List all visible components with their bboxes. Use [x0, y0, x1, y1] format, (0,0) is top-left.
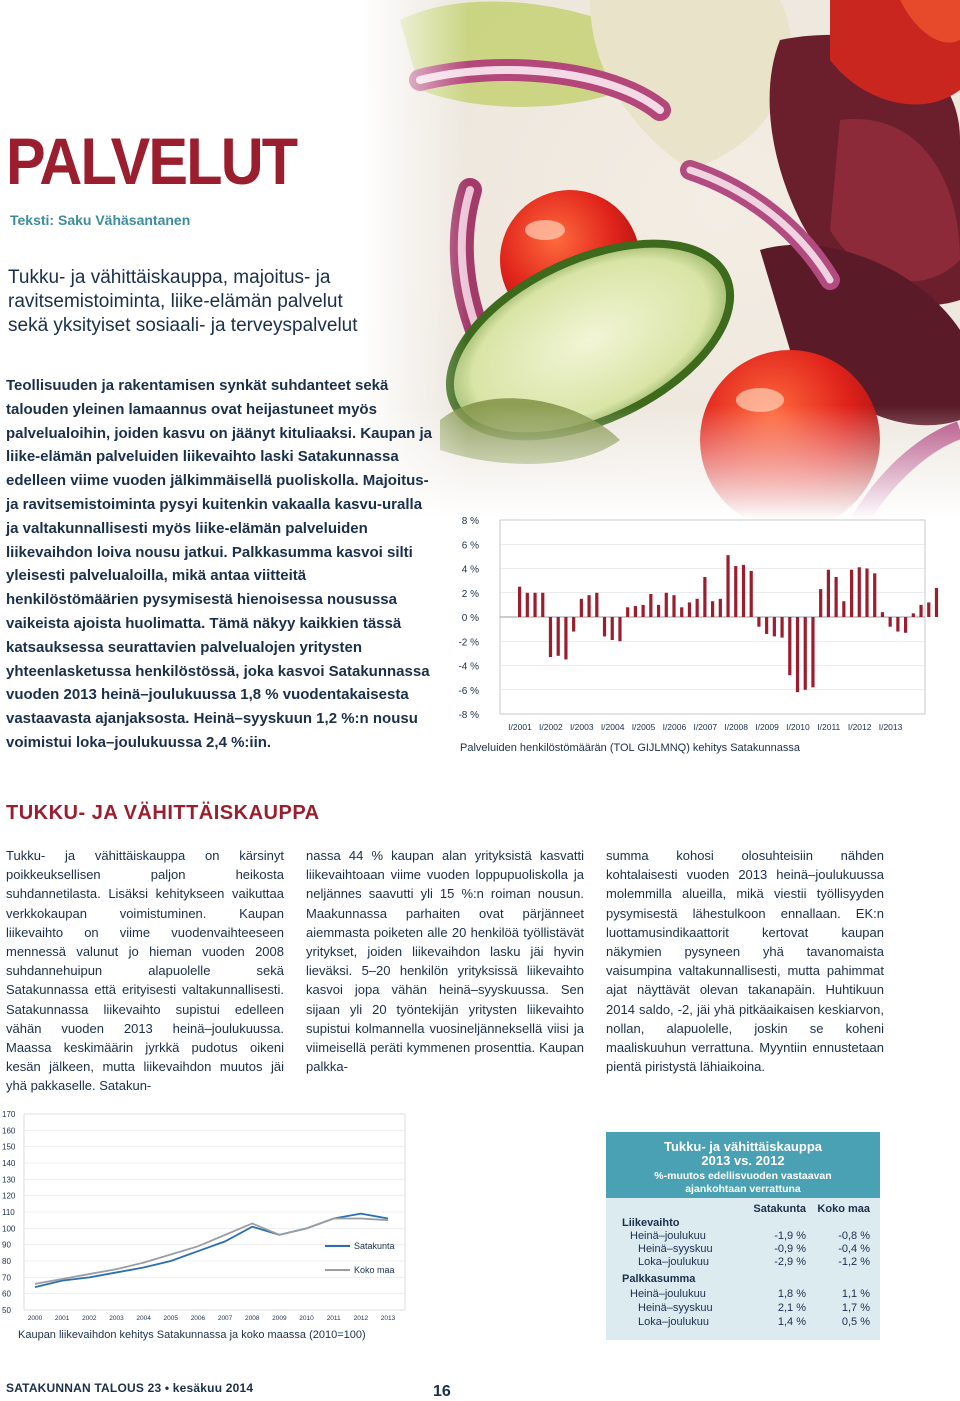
y-tick-label: -2 % — [458, 637, 479, 649]
y-tick-label: 70 — [2, 1273, 11, 1283]
y-tick-label: 8 % — [461, 516, 479, 527]
x-tick-label: I/2004 — [600, 722, 625, 732]
bar — [618, 617, 621, 641]
y-tick-label: -6 % — [458, 685, 479, 697]
row-label: Heinä–joulukuu — [630, 1230, 706, 1242]
cell-koko-maa: 1,7 % — [841, 1302, 870, 1314]
bar — [865, 569, 868, 618]
y-tick-label: -8 % — [458, 710, 479, 721]
bar — [603, 617, 606, 636]
bar — [564, 617, 567, 659]
row-group-label: Liikevaihto — [622, 1217, 680, 1229]
x-tick-label: 2002 — [82, 1315, 97, 1322]
y-tick-label: 50 — [2, 1306, 11, 1315]
table-row — [606, 1229, 880, 1243]
bar — [541, 593, 544, 617]
bar — [750, 571, 753, 617]
bar — [757, 617, 760, 627]
bar — [796, 617, 799, 692]
y-tick-label: 4 % — [461, 564, 479, 576]
table-row — [606, 1301, 880, 1315]
table-row — [606, 1272, 880, 1286]
table-subtitle-line-1: %-muutos edellisvuoden vastaavan — [654, 1170, 832, 1182]
x-tick-label: 2005 — [163, 1315, 179, 1322]
table-body — [606, 1198, 880, 1340]
legend-label-koko-maa: Koko maa — [354, 1265, 395, 1275]
bar — [649, 594, 652, 617]
line-chart-svg — [0, 1108, 410, 1344]
bar — [688, 602, 691, 617]
bar — [665, 593, 668, 617]
bar — [811, 617, 814, 687]
bar — [858, 567, 861, 617]
bar — [549, 617, 552, 657]
x-tick-label: I/2009 — [755, 722, 779, 732]
bar — [788, 617, 791, 675]
bar — [672, 595, 675, 617]
cell-satakunta: 2,1 % — [777, 1302, 806, 1314]
x-tick-label: I/2002 — [539, 722, 563, 732]
y-tick-label: 130 — [2, 1175, 16, 1185]
x-tick-label: 2012 — [353, 1315, 369, 1322]
y-tick-label: 6 % — [461, 540, 479, 552]
bar — [703, 577, 706, 617]
x-tick-label: I/2011 — [817, 722, 841, 732]
bar — [765, 617, 768, 634]
bar — [919, 605, 922, 617]
bar — [642, 605, 645, 617]
bar — [719, 599, 722, 617]
bar — [572, 617, 575, 632]
cell-koko-maa: -1,2 % — [838, 1256, 870, 1268]
bar — [626, 607, 629, 617]
cell-satakunta: -2,9 % — [774, 1256, 806, 1268]
table-row — [606, 1242, 880, 1256]
table-title-years: 2013 vs. 2012 — [701, 1153, 785, 1168]
row-group-label: Palkkasumma — [622, 1273, 696, 1285]
x-tick-label: 2000 — [27, 1315, 43, 1322]
cell-satakunta: -0,9 % — [774, 1243, 806, 1255]
bar — [780, 617, 783, 638]
y-tick-label: 110 — [2, 1208, 15, 1217]
bar — [850, 570, 853, 617]
bar — [927, 602, 930, 617]
bar — [842, 601, 845, 617]
bar-chart-caption: Palveluiden henkilöstömäärän (TOL GIJLMNQ) kehitys Satakunnassa — [460, 742, 800, 754]
bar — [557, 617, 560, 656]
cell-koko-maa: -0,8 % — [838, 1230, 870, 1242]
x-tick-label: I/2005 — [631, 722, 656, 732]
bar — [680, 607, 683, 617]
bar — [773, 617, 776, 636]
bar — [827, 570, 830, 617]
cell-satakunta: 1,8 % — [777, 1288, 806, 1300]
y-tick-label: 150 — [2, 1142, 16, 1152]
bar — [912, 613, 915, 617]
bar — [518, 587, 521, 617]
y-tick-label: 120 — [2, 1191, 16, 1201]
y-tick-label: 140 — [2, 1159, 16, 1168]
bar — [587, 595, 590, 617]
bar — [595, 593, 598, 617]
cell-satakunta: -1,9 % — [774, 1230, 806, 1242]
x-tick-label: 2010 — [299, 1315, 314, 1322]
column-header-satakunta: Satakunta — [753, 1203, 806, 1215]
y-tick-label: 100 — [2, 1224, 16, 1234]
bar — [657, 605, 660, 617]
body-column-1: Tukku- ja vähittäiskauppa on kärsinyt poikkeuksellisen paljon heikosta suhdannetilasta. Lisäksi kehitykseen vaikuttaa verkkokaupan voimistuminen. Kaupan liikevaihto on viime vuodenvaihteeseen mennessä valunut jo hieman vuoden 2008 suhdannehuipun alapuolelle sekä Satakunnassa että erityisesti valtakunnallisesti. Satakunnassa liikevaihto supistui edelleen vähän vuoden 2013 heinä–joulukuussa. Maassa keskimäärin jyrkkä pudotus oikeni kesän jälkeen, mutta liikevaihdon muutos jäi yhä pakkaselle. Satakun- — [6, 848, 284, 1094]
column-header-koko-maa: Koko maa — [817, 1203, 870, 1215]
x-tick-label: I/2012 — [847, 722, 872, 732]
row-label: Loka–joulukuu — [638, 1316, 709, 1328]
bar — [742, 565, 745, 617]
x-tick-label: 2001 — [54, 1315, 70, 1322]
x-tick-label: 2004 — [136, 1315, 151, 1322]
bar — [835, 577, 838, 617]
bar — [804, 617, 807, 690]
y-tick-label: 170 — [2, 1110, 16, 1119]
turnover-line-chart — [0, 1108, 410, 1344]
bar — [634, 606, 637, 617]
x-tick-label: 2008 — [244, 1315, 260, 1322]
bar — [611, 617, 614, 640]
table-header — [606, 1132, 880, 1198]
legend-label-satakunta: Satakunta — [354, 1241, 395, 1251]
bar — [873, 573, 876, 617]
bar — [711, 601, 714, 617]
y-tick-label: 2 % — [461, 588, 479, 600]
table-row — [606, 1216, 880, 1230]
y-tick-label: 0 % — [461, 613, 479, 624]
employment-bar-chart — [455, 508, 960, 764]
bar — [726, 555, 729, 617]
x-tick-label: I/2007 — [693, 722, 718, 732]
x-tick-label: 2009 — [272, 1315, 287, 1322]
table-row — [606, 1315, 880, 1329]
body-column-2: nassa 44 % kaupan alan yrityksistä kasvatti liikevaihtoaan viime vuoden loppupuoliskolla ja neljännes saavutti yli 15 %:n roiman nousun. Maakunnassa parhaiten ovat pärjänneet aiemmasta poiketen alle 20 henkilöä työllistävät yritykset, joiden liikevaihdon lasku jäi hyvin lieväksi. 5–20 henkilön yrityksissä liikevaihto kasvoi jopa vähän heinä–syyskuussa. Sen sijaan yli 20 työntekijän yritysten liikevaihto supistui kolmannella vuosineljänneksellä viisi ja viimeisellä peräti kymmenen prosenttia. Kaupan palkka- — [306, 848, 584, 1075]
x-tick-label: 2003 — [109, 1315, 124, 1322]
row-label: Heinä–syyskuu — [638, 1243, 713, 1255]
row-label: Loka–joulukuu — [638, 1256, 709, 1268]
lead-paragraph: Teollisuuden ja rakentamisen synkät suhdanteet sekä talouden yleinen lamaannus ovat heijastuneet myös palvelualoihin, joiden kasvu on jäänyt kituliaaksi. Kaupan ja liike-elämän palveluiden liikevaihto laski Satakunnassa edelleen viime vuoden jälkimmäisellä puoliskolla. Majoitus- ja ravitsemistoiminta pysyi kuitenkin vakaalla kasvu-uralla ja valtakunnallisesti myös liike-elämän palveluiden liikevaihdon loiva nousu jatkui. Palkkasumma kasvoi silti yleisesti palvelualoilla, mikä antaa viitteitä henkilöstömäärien pysymisestä hienoisessa nousussa vaikeista ajoista huolimatta. Tämä näkyy kaikkien tässä katsauksessa seurattavien palvelualojen yritysten yhteenlasketussa henkilöstössä, joka kasvoi Satakunnassa vuoden 2013 heinä–joulukuussa 1,8 % vuodentakaisesta vastaavasta ajanjaksosta. Heinä–syyskuun 1,2 %:n nousu voimistui loka–joulukuussa 2,4 %:iin. — [6, 377, 432, 751]
x-tick-label: 2011 — [326, 1315, 341, 1322]
x-tick-label: I/2010 — [786, 722, 810, 732]
table-row — [606, 1255, 880, 1269]
bar — [819, 589, 822, 617]
bar — [526, 593, 529, 617]
y-tick-label: 160 — [2, 1126, 16, 1136]
x-tick-label: I/2013 — [878, 722, 903, 732]
y-tick-label: 60 — [2, 1289, 11, 1299]
page-subtitle: Tukku- ja vähittäiskauppa, majoitus- ja ravitsemistoiminta, liike-elämän palvelut sekä yksityiset sosiaali- ja terveyspalvelut — [8, 267, 358, 336]
bar — [734, 566, 737, 617]
trade-change-table — [606, 1132, 880, 1340]
table-row — [606, 1287, 880, 1301]
y-tick-label: -4 % — [458, 661, 479, 673]
x-tick-label: 2007 — [217, 1315, 233, 1322]
bar — [533, 593, 536, 617]
x-tick-label: I/2003 — [569, 722, 594, 732]
x-tick-label: I/2008 — [724, 722, 748, 732]
table-subtitle-line-2: ajankohtaan verrattuna — [685, 1183, 801, 1195]
bar — [696, 599, 699, 617]
body-column-3: summa kohosi olosuhteisiin nähden kohtalaisesti vuoden 2013 heinä–joulukuussa molemmilla alueilla, mikä viestii työllisyyden pysymisestä lähestulkoon ennallaan. EK:n luottamusindikaattorit kertovat kaupan näkymien pysyneen yhä tavanomaista vaisumpina valtakunnallisesti, mutta pahimmat ajat näyttävät olevan takanapäin. Huhtikuun 2014 saldo, -2, jäi yhä pitkäaikaisen keskiarvon, nollan, alapuolelle, joskin se koheni maaliskuuhun verrattuna. Myyntiin ennustetaan pientä piristystä lähiaikoina. — [606, 848, 884, 1075]
line-chart-caption: Kaupan liikevaihdon kehitys Satakunnassa ja koko maassa (2010=100) — [18, 1329, 366, 1341]
table-column-headers — [606, 1202, 880, 1216]
cell-koko-maa: 1,1 % — [841, 1288, 870, 1300]
bar — [580, 599, 583, 617]
cell-koko-maa: -0,4 % — [838, 1243, 870, 1255]
bar — [896, 617, 899, 632]
x-tick-label: I/2006 — [662, 722, 687, 732]
row-label: Heinä–syyskuu — [638, 1302, 713, 1314]
section-heading: TUKKU- JA VÄHITTÄISKAUPPA — [6, 802, 320, 824]
y-tick-label: 90 — [2, 1240, 11, 1250]
cell-satakunta: 1,4 % — [777, 1316, 806, 1328]
bar — [904, 617, 907, 633]
bar — [889, 617, 892, 627]
table-title: Tukku- ja vähittäiskauppa — [664, 1139, 822, 1154]
x-tick-label: 2006 — [190, 1315, 206, 1322]
bar — [881, 612, 884, 617]
x-tick-label: 2013 — [380, 1315, 396, 1322]
page-number: 16 — [433, 1383, 451, 1400]
y-tick-label: 80 — [2, 1257, 11, 1266]
bar — [935, 588, 938, 617]
page-title: PALVELUT — [6, 124, 297, 198]
author-byline: Teksti: Saku Vähäsantanen — [10, 212, 191, 228]
cell-koko-maa: 0,5 % — [841, 1316, 870, 1328]
row-label: Heinä–joulukuu — [630, 1288, 706, 1300]
bar-chart-svg — [455, 508, 960, 744]
publication-footer: SATAKUNNAN TALOUS 23 • kesäkuu 2014 — [6, 1381, 254, 1395]
salad-photo — [360, 0, 960, 520]
x-tick-label: I/2001 — [508, 722, 532, 732]
